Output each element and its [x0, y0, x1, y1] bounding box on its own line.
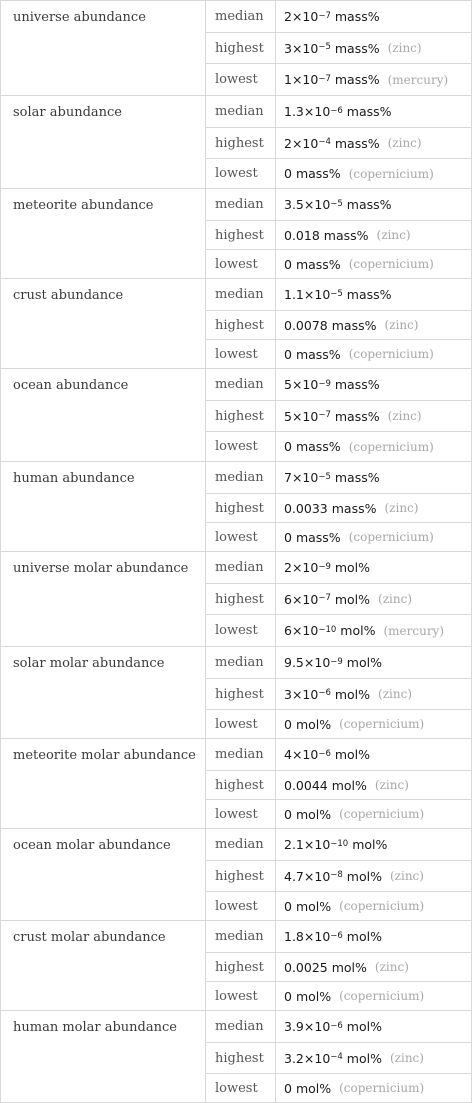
- value-exponent: −6: [330, 930, 343, 941]
- value-mantissa: 1.3: [284, 104, 304, 119]
- value-cell: [276, 462, 471, 493]
- value-plain: 0: [284, 256, 292, 272]
- element-note: (zinc): [376, 228, 411, 242]
- value-unit: mass%: [334, 72, 380, 87]
- value-mantissa: 3: [284, 40, 292, 56]
- table-row: [206, 584, 471, 615]
- value-mantissa: 3: [284, 686, 292, 702]
- stat-label: highest: [206, 861, 276, 891]
- table-row: [206, 679, 471, 710]
- table-row: [206, 96, 471, 128]
- element-note: (copernicium): [348, 439, 434, 454]
- times-ten: ×10: [303, 655, 331, 670]
- value-cell: [276, 1011, 471, 1042]
- stat-label: median: [206, 369, 276, 400]
- table-row: [206, 921, 471, 953]
- table-group: [0, 921, 472, 1011]
- property-label: human abundance: [0, 462, 206, 551]
- stat-label: highest: [206, 33, 276, 63]
- times-ten: ×10: [291, 72, 319, 87]
- value-mantissa: 2: [284, 9, 292, 24]
- times-ten: ×10: [291, 560, 319, 575]
- value-cell: [276, 340, 471, 368]
- stat-label: lowest: [206, 64, 276, 95]
- value-exponent: −5: [318, 471, 331, 482]
- table-row: [206, 829, 471, 861]
- stat-label: lowest: [206, 892, 276, 920]
- property-label: human molar abundance: [0, 1011, 206, 1102]
- table-group: [0, 369, 472, 462]
- value-exponent: −7: [318, 593, 331, 603]
- table-group: [0, 279, 472, 369]
- times-ten: ×10: [303, 287, 331, 302]
- value-exponent: −6: [330, 1020, 343, 1031]
- value-unit: mol%: [346, 929, 382, 944]
- times-ten: ×10: [291, 686, 319, 702]
- table-row: [206, 1, 471, 33]
- property-label: ocean molar abundance: [0, 829, 206, 920]
- stat-label: lowest: [206, 982, 276, 1010]
- table-row: [206, 432, 471, 461]
- times-ten: ×10: [291, 9, 319, 24]
- value-exponent: −7: [318, 73, 331, 84]
- element-note: (copernicium): [339, 717, 425, 731]
- value-cell: [276, 892, 471, 920]
- value-unit: mol%: [346, 1050, 382, 1066]
- value-mantissa: 4.7: [284, 868, 304, 884]
- value-cell: [276, 64, 471, 95]
- times-ten: ×10: [303, 104, 331, 119]
- element-note: (zinc): [374, 778, 409, 792]
- times-ten: ×10: [291, 470, 319, 485]
- table-row: [206, 33, 471, 64]
- value-unit: mol%: [334, 747, 371, 762]
- value-exponent: −5: [330, 198, 343, 209]
- value-cell: [276, 679, 471, 709]
- stat-label: highest: [206, 128, 276, 158]
- value-unit: mol%: [334, 591, 371, 607]
- value-cell: [276, 647, 471, 678]
- element-note: (zinc): [387, 409, 422, 423]
- element-note: (zinc): [378, 592, 413, 606]
- value-exponent: −9: [330, 656, 343, 667]
- element-note: (copernicium): [339, 1081, 425, 1095]
- table-row: [206, 189, 471, 221]
- element-note: (copernicium): [339, 989, 425, 1003]
- stat-label: highest: [206, 401, 276, 431]
- times-ten: ×10: [303, 929, 331, 944]
- element-note: (copernicium): [348, 530, 434, 544]
- table-row: [206, 494, 471, 523]
- stat-label: median: [206, 552, 276, 583]
- value-cell: [276, 96, 471, 127]
- value-cell: [276, 523, 471, 551]
- element-note: (mercury): [387, 72, 449, 87]
- value-cell: [276, 128, 471, 158]
- stat-label: median: [206, 1011, 276, 1042]
- value-plain: 0: [284, 716, 292, 732]
- value-plain: 0.018: [284, 227, 320, 243]
- value-cell: [276, 250, 471, 278]
- value-unit: mol%: [331, 777, 367, 793]
- times-ten: ×10: [303, 1050, 331, 1066]
- value-cell: [276, 369, 471, 400]
- value-unit: mass%: [334, 40, 380, 56]
- table-row: [206, 710, 471, 738]
- value-mantissa: 1: [284, 72, 292, 87]
- value-unit: mol%: [346, 655, 382, 670]
- value-plain: 0: [284, 346, 292, 362]
- value-cell: [276, 432, 471, 461]
- value-mantissa: 6: [284, 623, 292, 638]
- stat-label: median: [206, 921, 276, 952]
- value-unit: mol%: [295, 716, 332, 732]
- table-group: [0, 96, 472, 189]
- value-cell: [276, 953, 471, 981]
- value-plain: 0: [284, 806, 292, 822]
- property-label: universe molar abundance: [0, 552, 206, 646]
- value-mantissa: 5: [284, 377, 292, 392]
- stat-label: highest: [206, 494, 276, 522]
- property-label: crust abundance: [0, 279, 206, 368]
- value-plain: 0: [284, 1080, 292, 1096]
- value-mantissa: 3.5: [284, 197, 304, 212]
- value-cell: [276, 982, 471, 1010]
- stat-label: median: [206, 647, 276, 678]
- value-mantissa: 4: [284, 747, 292, 762]
- value-unit: mass%: [334, 408, 380, 424]
- value-unit: mass%: [295, 256, 341, 272]
- value-unit: mol%: [295, 1080, 332, 1096]
- table-group: [0, 829, 472, 921]
- stat-label: highest: [206, 679, 276, 709]
- property-label: ocean abundance: [0, 369, 206, 461]
- value-plain: 0.0078: [284, 317, 328, 333]
- element-note: (copernicium): [339, 807, 425, 821]
- value-unit: mass%: [346, 104, 392, 119]
- value-plain: 0: [284, 529, 292, 545]
- value-plain: 0: [284, 898, 292, 914]
- value-unit: mol%: [352, 837, 388, 852]
- value-unit: mass%: [334, 470, 380, 485]
- element-note: (zinc): [389, 869, 424, 883]
- value-cell: [276, 159, 471, 188]
- property-label: meteorite abundance: [0, 189, 206, 278]
- value-unit: mass%: [295, 439, 341, 454]
- value-unit: mass%: [346, 197, 392, 212]
- element-note: (zinc): [389, 1051, 424, 1065]
- times-ten: ×10: [303, 1019, 331, 1034]
- value-exponent: −6: [318, 688, 331, 698]
- element-note: (copernicium): [339, 899, 425, 913]
- stat-label: lowest: [206, 710, 276, 738]
- table-group: [0, 462, 472, 552]
- element-note: (zinc): [378, 687, 413, 701]
- table-row: [206, 64, 471, 95]
- value-exponent: −5: [330, 288, 343, 299]
- element-note: (zinc): [374, 960, 409, 974]
- value-cell: [276, 279, 471, 310]
- value-unit: mol%: [340, 623, 376, 638]
- value-mantissa: 9.5: [284, 655, 304, 670]
- times-ten: ×10: [291, 623, 319, 638]
- value-unit: mol%: [331, 959, 367, 975]
- table-row: [206, 1074, 471, 1102]
- times-ten: ×10: [303, 837, 331, 852]
- table-group: [0, 1011, 472, 1103]
- value-exponent: −6: [330, 105, 343, 116]
- table-row: [206, 250, 471, 278]
- element-note: (copernicium): [348, 166, 434, 181]
- table-group: [0, 739, 472, 829]
- value-exponent: −8: [330, 870, 343, 880]
- value-cell: [276, 221, 471, 249]
- table-row: [206, 892, 471, 920]
- times-ten: ×10: [291, 408, 319, 424]
- table-row: [206, 739, 471, 771]
- value-exponent: −4: [318, 137, 331, 147]
- value-cell: [276, 739, 471, 770]
- element-note: (copernicium): [348, 347, 434, 361]
- value-cell: [276, 615, 471, 646]
- value-exponent: −7: [318, 10, 331, 21]
- value-plain: 0: [284, 439, 292, 454]
- value-mantissa: 2: [284, 135, 292, 151]
- element-note: (zinc): [387, 41, 422, 55]
- value-exponent: −5: [318, 42, 331, 52]
- value-exponent: −7: [318, 410, 331, 420]
- value-exponent: −10: [330, 838, 349, 849]
- value-unit: mol%: [346, 1019, 382, 1034]
- value-plain: 0.0044: [284, 777, 328, 793]
- property-label: solar abundance: [0, 96, 206, 188]
- value-unit: mol%: [334, 686, 371, 702]
- value-cell: [276, 829, 471, 860]
- value-unit: mass%: [346, 287, 392, 302]
- value-plain: 0: [284, 988, 292, 1004]
- table-row: [206, 462, 471, 494]
- value-unit: mol%: [334, 560, 371, 575]
- table-row: [206, 369, 471, 401]
- value-mantissa: 7: [284, 470, 292, 485]
- value-mantissa: 2.1: [284, 837, 304, 852]
- value-unit: mol%: [295, 988, 332, 1004]
- table-row: [206, 128, 471, 159]
- stat-label: highest: [206, 311, 276, 339]
- stat-label: lowest: [206, 250, 276, 278]
- table-row: [206, 800, 471, 828]
- value-unit: mol%: [346, 868, 382, 884]
- table-row: [206, 982, 471, 1010]
- value-unit: mass%: [323, 227, 369, 243]
- value-cell: [276, 33, 471, 63]
- times-ten: ×10: [291, 747, 319, 762]
- element-note: (zinc): [384, 501, 419, 515]
- value-cell: [276, 1, 471, 32]
- value-cell: [276, 1043, 471, 1073]
- value-mantissa: 3.2: [284, 1050, 304, 1066]
- value-unit: mass%: [334, 135, 380, 151]
- value-unit: mass%: [331, 500, 377, 516]
- value-unit: mass%: [334, 9, 380, 24]
- table-row: [206, 771, 471, 800]
- value-cell: [276, 921, 471, 952]
- table-row: [206, 311, 471, 340]
- table-row: [206, 159, 471, 188]
- value-mantissa: 1.1: [284, 287, 304, 302]
- stat-label: median: [206, 739, 276, 770]
- stat-label: highest: [206, 1043, 276, 1073]
- table-row: [206, 1011, 471, 1043]
- value-mantissa: 3.9: [284, 1019, 304, 1034]
- table-group: [0, 647, 472, 739]
- stat-label: median: [206, 279, 276, 310]
- value-cell: [276, 1074, 471, 1102]
- value-exponent: −6: [318, 748, 331, 759]
- value-unit: mass%: [334, 377, 380, 392]
- value-cell: [276, 552, 471, 583]
- value-cell: [276, 710, 471, 738]
- stat-label: median: [206, 189, 276, 220]
- table-row: [206, 615, 471, 646]
- value-mantissa: 5: [284, 408, 292, 424]
- value-plain: 0.0025: [284, 959, 328, 975]
- table-row: [206, 861, 471, 892]
- table-row: [206, 1043, 471, 1074]
- value-unit: mass%: [295, 529, 341, 545]
- value-cell: [276, 584, 471, 614]
- value-mantissa: 2: [284, 560, 292, 575]
- stat-label: lowest: [206, 800, 276, 828]
- table-row: [206, 279, 471, 311]
- table-group: [0, 0, 472, 96]
- stat-label: highest: [206, 584, 276, 614]
- property-label: crust molar abundance: [0, 921, 206, 1010]
- times-ten: ×10: [303, 868, 331, 884]
- value-exponent: −9: [318, 378, 331, 389]
- stat-label: median: [206, 96, 276, 127]
- times-ten: ×10: [291, 377, 319, 392]
- table-row: [206, 523, 471, 551]
- property-label: solar molar abundance: [0, 647, 206, 738]
- value-cell: [276, 311, 471, 339]
- element-note: (zinc): [387, 136, 422, 150]
- stat-label: median: [206, 462, 276, 493]
- value-unit: mol%: [295, 898, 332, 914]
- value-plain: 0: [284, 166, 292, 181]
- value-cell: [276, 494, 471, 522]
- times-ten: ×10: [291, 591, 319, 607]
- property-label: universe abundance: [0, 1, 206, 95]
- stat-label: lowest: [206, 159, 276, 188]
- value-cell: [276, 189, 471, 220]
- value-exponent: −10: [318, 624, 337, 635]
- stat-label: lowest: [206, 432, 276, 461]
- value-cell: [276, 800, 471, 828]
- times-ten: ×10: [291, 135, 319, 151]
- element-note: (mercury): [383, 623, 445, 638]
- stat-label: lowest: [206, 1074, 276, 1102]
- value-unit: mass%: [331, 317, 377, 333]
- table-group: [0, 189, 472, 279]
- table-row: [206, 647, 471, 679]
- value-mantissa: 6: [284, 591, 292, 607]
- value-cell: [276, 401, 471, 431]
- stat-label: median: [206, 1, 276, 32]
- value-unit: mass%: [295, 166, 341, 181]
- stat-label: median: [206, 829, 276, 860]
- stat-label: highest: [206, 953, 276, 981]
- element-note: (zinc): [384, 318, 419, 332]
- value-unit: mass%: [295, 346, 341, 362]
- value-unit: mol%: [295, 806, 332, 822]
- table-row: [206, 953, 471, 982]
- table-row: [206, 340, 471, 368]
- times-ten: ×10: [291, 40, 319, 56]
- times-ten: ×10: [303, 197, 331, 212]
- value-cell: [276, 771, 471, 799]
- value-mantissa: 1.8: [284, 929, 304, 944]
- stat-label: lowest: [206, 615, 276, 646]
- value-exponent: −9: [318, 561, 331, 572]
- stat-label: highest: [206, 221, 276, 249]
- property-label: meteorite molar abundance: [0, 739, 206, 828]
- element-note: (copernicium): [348, 257, 434, 271]
- stat-label: lowest: [206, 340, 276, 368]
- table-group: [0, 552, 472, 647]
- stat-label: highest: [206, 771, 276, 799]
- table-row: [206, 401, 471, 432]
- value-exponent: −4: [330, 1052, 343, 1062]
- value-plain: 0.0033: [284, 500, 328, 516]
- table-row: [206, 221, 471, 250]
- table-row: [206, 552, 471, 584]
- value-cell: [276, 861, 471, 891]
- stat-label: lowest: [206, 523, 276, 551]
